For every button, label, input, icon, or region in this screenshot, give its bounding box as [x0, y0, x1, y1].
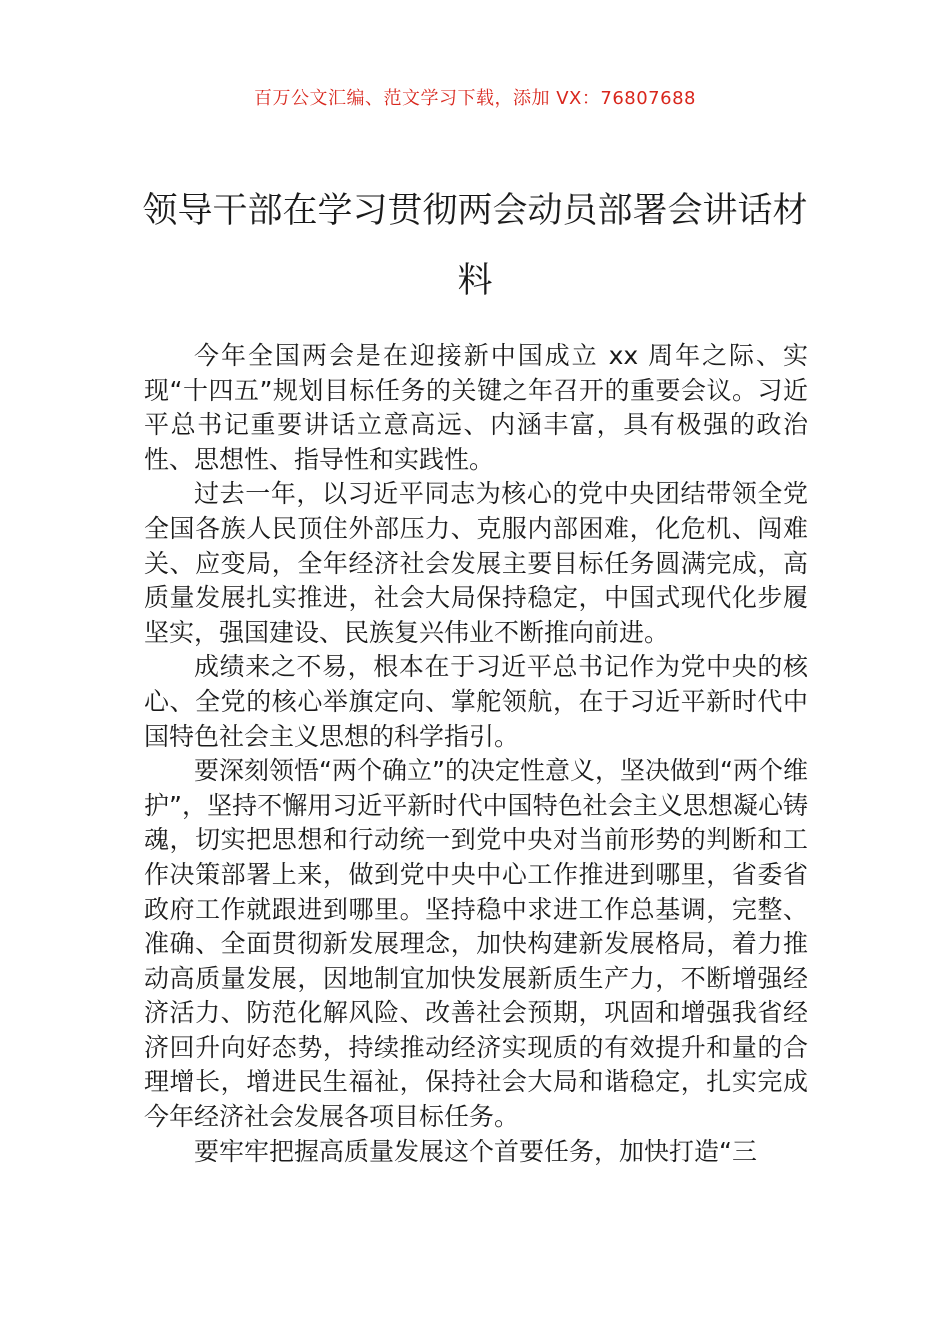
paragraph-2: 过去一年，以习近平同志为核心的党中央团结带领全党全国各族人民顶住外部压力、克服内部困难，化危机、闯难关、应变局，全年经济社会发展主要目标任务圆满完成，高质量发展扎实推进，社会大局保持稳定，中国式现代化步履坚实，强国建设、民族复兴伟业不断推向前进。	[144, 479, 808, 647]
paragraph-4: 要深刻领悟“两个确立”的决定性意义，坚决做到“两个维护”，坚持不懈用习近平新时代中国特色社会主义思想凝心铸魂，切实把思想和行动统一到党中央对当前形势的判断和工作决策部署上来，做到党中央中心工作推进到哪里，省委省政府工作就跟进到哪里。坚持稳中求进工作总基调，完整、准确、全面贯彻新发展理念，加快构建新发展格局，着力推动高质量发展，因地制宜加快发展新质生产力，不断增强经济活力、防范化解风险、改善社会预期，巩固和增强我省经济回升向好态势，持续推动经济实现质的有效提升和量的合理增长，增进民生福祉，保持社会大局和谐稳定，扎实完成今年经济社会发展各项目标任务。	[144, 756, 808, 1132]
paragraph-5: 要牢牢把握高质量发展这个首要任务，加快打造“三	[194, 1136, 757, 1166]
document-body	[144, 339, 808, 1169]
paragraph-1: 今年全国两会是在迎接新中国成立 xx 周年之际、实现“十四五”规划目标任务的关键之年召开的重要会议。习近平总书记重要讲话立意高远、内涵丰富，具有极强的政治性、思想性、指导性和实践性。	[144, 341, 808, 474]
document-title: 领导干部在学习贯彻两会动员部署会讲话材料	[142, 191, 808, 301]
paragraph-3: 成绩来之不易，根本在于习近平总书记作为党中央的核心、全党的核心举旗定向、掌舵领航，在于习近平新时代中国特色社会主义思想的科学指引。	[144, 652, 808, 751]
header-notice: 百万公文汇编、范文学习下载，添加 VX：76807688	[254, 88, 696, 109]
